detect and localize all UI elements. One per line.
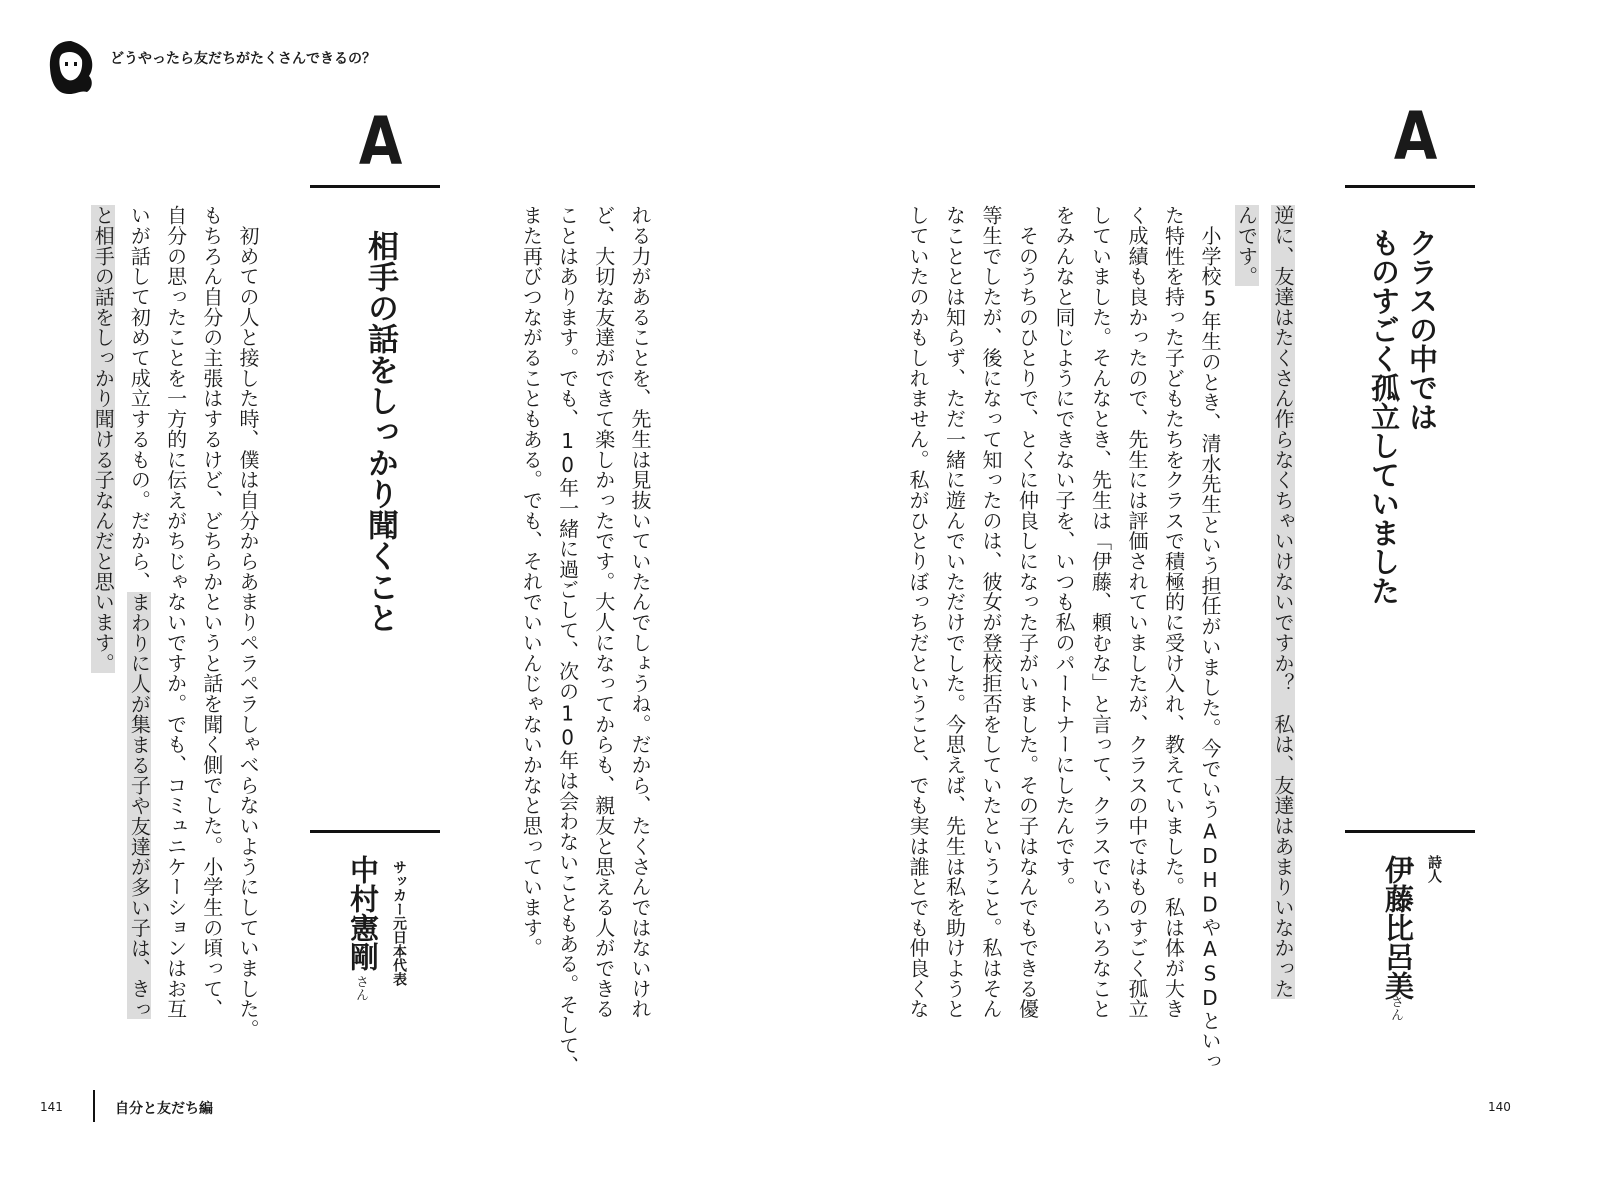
text-column	[937, 205, 973, 1019]
headline-right-line1: クラスの中では	[1405, 228, 1439, 431]
body-text: く成績も良かったので、先生には評価されていましたが、クラスの中ではものすごく孤立	[1125, 205, 1149, 1019]
highlighted-text: んです。	[1234, 205, 1259, 287]
divider-bottom-left	[310, 830, 440, 833]
author-role-left: サッカー元日本代表	[391, 860, 407, 986]
headline-right-line2: ものすごく孤立していました	[1367, 228, 1401, 605]
body-text: 小学校5年生のとき、清水先生という担任がいました。今でいうADHDやASDといっ	[1198, 205, 1222, 1072]
text-column	[1265, 205, 1301, 999]
headline-left: 相手の話をしっかり聞くこと	[362, 230, 398, 633]
text-column	[230, 205, 266, 1039]
running-header: どうやったら友だちがたくさんできるの？	[110, 51, 376, 67]
author-honorific-left: さん	[353, 975, 368, 1001]
text-column	[1119, 205, 1155, 1019]
body-text: 等生でしたが、後になって知ったのは、彼女が登校拒否をしていたということ。私はそん	[979, 205, 1003, 1019]
section-title: 自分と友だち編	[115, 1101, 213, 1117]
answer-mark-left: A	[358, 103, 403, 180]
text-column	[1229, 205, 1265, 286]
body-text: ことはあります。でも、10年一緒に過ごして、次の10年は会わないこともある。そして、	[555, 205, 580, 1076]
text-column	[158, 205, 194, 1019]
page-number-right: 140	[1488, 1100, 1511, 1114]
author-honorific-right: さん	[1388, 995, 1403, 1021]
author-name-right: 伊藤比呂美	[1381, 855, 1415, 1000]
page-number-left: 141	[40, 1100, 63, 1114]
footer-separator	[93, 1090, 95, 1122]
body-text: いが話して初めて成立するもの。だから、	[127, 205, 152, 592]
text-column	[194, 205, 230, 1019]
highlighted-text: 逆に、友達はたくさん作らなくちゃいけないですか？ 私は、友達はあまりいなかった	[1271, 205, 1295, 999]
answer-mark-right: A	[1393, 98, 1438, 175]
body-text: していました。そんなとき、先生は「伊藤、頼むな」と言って、クラスでいろいろなこと	[1088, 205, 1113, 1019]
body-text: 初めての人と接した時、僕は自分からあまりペラペラしゃべらないようにしていました。	[236, 205, 260, 1040]
author-role-right: 詩人	[1426, 855, 1442, 883]
text-column	[85, 205, 121, 673]
body-text: れる力があることを、先生は見抜いていたんでしょうね。だから、たくさんではないけれ	[628, 205, 652, 1019]
text-column	[550, 205, 586, 1076]
body-text: をみんなと同じようにできない子を、いつも私のパートナーにしたんです。	[1052, 205, 1076, 897]
highlighted-text: と相手の話をしっかり聞ける子なんだと思います。	[91, 205, 116, 674]
divider-top-left	[310, 185, 440, 188]
body-text: 自分の思ったことを一方的に伝えがちじゃないですか。でも、コミュニケーションはお互	[163, 205, 188, 1019]
character-face-icon	[45, 38, 97, 98]
text-column	[1156, 205, 1192, 1019]
body-text: もちろん自分の主張はするけど、どちらかというと話を聞く側でした。小学生の頃って、	[199, 205, 224, 1019]
body-text: た特性を持った子どもたちをクラスで積極的に受け入れ、教えていました。私は体が大き	[1161, 205, 1186, 1019]
divider-top-right	[1345, 185, 1475, 188]
body-text: また再びつながることもある。でも、それでいいんじゃないかなと思っています。	[519, 205, 544, 958]
text-column	[1010, 205, 1046, 1019]
body-text: ど、大切な友達ができて楽しかったです。大人になってからも、親友と思える人ができる	[591, 205, 616, 1019]
divider-bottom-right	[1345, 830, 1475, 833]
text-column	[900, 205, 936, 1019]
text-column	[1046, 205, 1082, 897]
text-column	[121, 205, 157, 1019]
text-column	[1083, 205, 1119, 1019]
text-column	[1192, 205, 1228, 1071]
highlighted-text: まわりに人が集まる子や友達が多い子は、きっ	[127, 591, 152, 1020]
body-text: なこととは知らず、ただ一緒に遊んでいただけでした。今思えば、先生は私を助けようと	[942, 205, 967, 1019]
text-column	[973, 205, 1009, 1019]
body-text: そのうちのひとりで、とくに仲良しになった子がいました。その子はなんでもできる優	[1015, 205, 1040, 1019]
text-column	[586, 205, 622, 1019]
body-text: していたのかもしれません。私がひとりぼっちだということ、でも実は誰とでも仲良くな	[906, 205, 930, 1019]
text-column	[513, 205, 549, 958]
text-column	[622, 205, 658, 1019]
author-name-left: 中村憲剛	[346, 855, 380, 971]
